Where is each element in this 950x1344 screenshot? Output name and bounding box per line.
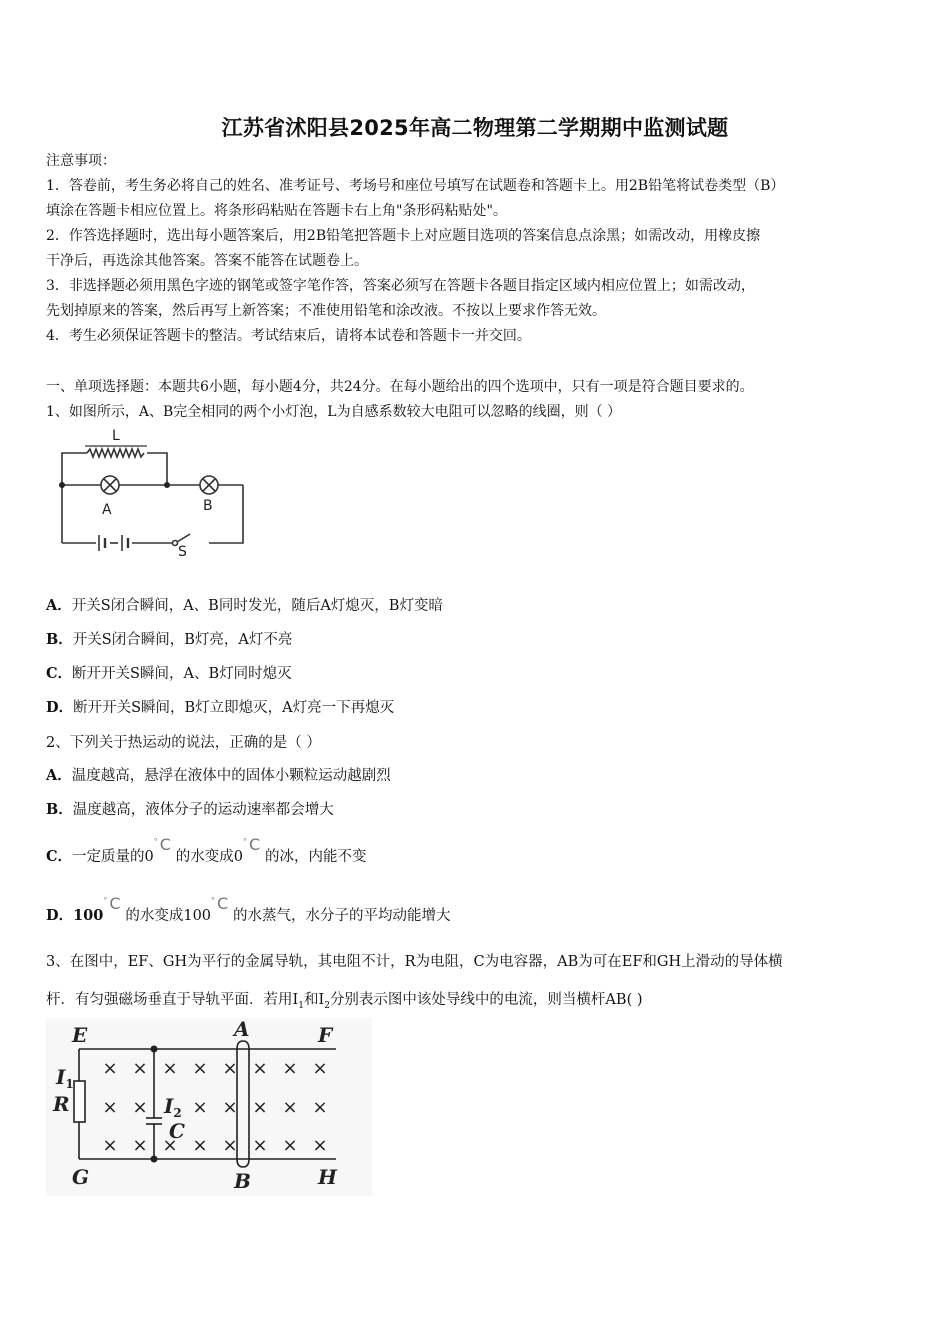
notice-line: 2．作答选择题时，选出每小题答案后，用2B铅笔把答题卡上对应题目选项的答案信息点涂黑；如需改动，用橡皮擦: [46, 228, 761, 244]
field-x-icon: ×: [192, 1058, 208, 1079]
option-label: B．: [46, 631, 73, 648]
label-B: B: [234, 1169, 251, 1193]
field-x-icon: ×: [192, 1097, 208, 1118]
label-R: R: [53, 1092, 70, 1116]
section-heading: 一、单项选择题：本题共6小题，每小题4分，共24分。在每小题给出的四个选项中，只有一项是符合题目要求的。: [46, 379, 754, 395]
field-x-icon: ×: [132, 1097, 148, 1118]
rail-magnetic-field-figure: [46, 1018, 372, 1196]
circuit-diagram-figure: [52, 428, 252, 563]
label-E: E: [72, 1023, 88, 1047]
option-label: C．: [46, 848, 73, 865]
option-label: D．: [46, 907, 74, 924]
option-1d[interactable]: [46, 696, 394, 717]
label-S: S: [178, 544, 187, 560]
field-x-icon: ×: [132, 1058, 148, 1079]
degree-celsius-symbol: ° C: [211, 894, 229, 913]
option-2c[interactable]: [46, 835, 367, 866]
field-x-icon: ×: [252, 1097, 268, 1118]
option-1c[interactable]: [46, 662, 292, 683]
option-text: 的水变成0: [175, 849, 244, 865]
field-x-icon: ×: [222, 1135, 238, 1156]
question-2-stem: 2、下列关于热运动的说法，正确的是（ ）: [46, 735, 321, 751]
question-3-stem-line1: 3、在图中，EF、GH为平行的金属导轨，其电阻不计，R为电阻，C为电容器，AB为可在EF和GH上滑动的导体横: [46, 954, 783, 970]
label-A: A: [102, 502, 112, 518]
option-text: 温度越高，液体分子的运动速率都会增大: [72, 802, 334, 818]
option-text: 断开开关S瞬间，B灯立即熄灭，A灯亮一下再熄灭: [73, 700, 395, 716]
field-x-icon: ×: [252, 1058, 268, 1079]
option-text: 的水蒸气，水分子的平均动能增大: [233, 908, 451, 924]
label-B: B: [203, 498, 213, 514]
label-I1: $I_1$: [56, 1065, 74, 1091]
option-label: A．: [46, 767, 72, 784]
field-x-icon: ×: [282, 1058, 298, 1079]
question-3-stem-line2: 杆．有匀强磁场垂直于导轨平面．若用$I_1$和$I_2$分别表示图中该处导线中的电流，则当横杆AB( ): [46, 992, 643, 1011]
field-x-icon: ×: [222, 1097, 238, 1118]
notice-heading: 注意事项：: [46, 153, 116, 169]
field-x-icon: ×: [312, 1135, 328, 1156]
option-text: 的冰，内能不变: [265, 849, 367, 865]
option-label: D．: [46, 699, 74, 716]
degree-celsius-symbol: ° C: [243, 835, 261, 854]
notice-line: 4．考生必须保证答题卡的整洁。考试结束后，请将本试卷和答题卡一并交回。: [46, 328, 531, 344]
label-G: G: [72, 1165, 90, 1189]
label-H: H: [318, 1165, 337, 1189]
field-x-icon: ×: [102, 1097, 118, 1118]
notice-line: 干净后，再选涂其他答案。答案不能答在试题卷上。: [46, 253, 368, 269]
page-title: 江苏省沭阳县2025年高二物理第二学期期中监测试题: [221, 116, 729, 140]
notice-line: 先划掉原来的答案，然后再写上新答案；不准使用铅笔和涂改液。不按以上要求作答无效。: [46, 303, 606, 319]
label-L: L: [112, 428, 120, 444]
option-2a[interactable]: [46, 764, 391, 785]
label-I2: $I_2$: [164, 1094, 182, 1120]
field-x-icon: ×: [102, 1058, 118, 1079]
label-C: C: [169, 1119, 185, 1143]
field-x-icon: ×: [222, 1058, 238, 1079]
notice-line: 填涂在答题卡相应位置上。将条形码粘贴在答题卡右上角"条形码粘贴处"。: [46, 203, 507, 219]
label-F: F: [318, 1023, 333, 1047]
option-label: B．: [46, 801, 73, 818]
field-x-icon: ×: [282, 1135, 298, 1156]
field-x-icon: ×: [282, 1097, 298, 1118]
option-text: 断开开关S瞬间，A、B灯同时熄灭: [72, 666, 292, 682]
field-x-icon: ×: [162, 1058, 178, 1079]
option-1a[interactable]: [46, 594, 443, 615]
notice-line: 3．非选择题必须用黑色字迹的钢笔或签字笔作答，答案必须写在答题卡各题目指定区域内相应位置上；如需改动，: [46, 278, 755, 294]
degree-celsius-symbol: ° C: [153, 835, 171, 854]
option-text: 开关S闭合瞬间，A、B同时发光，随后A灯熄灭，B灯变暗: [71, 598, 443, 614]
option-text: 温度越高，悬浮在液体中的固体小颗粒运动越剧烈: [71, 768, 391, 784]
notice-block: [46, 149, 916, 349]
notice-line: 1．答卷前，考生务必将自己的姓名、准考证号、考场号和座位号填写在试题卷和答题卡上。用2B铅笔将试卷类型（B）: [46, 178, 785, 194]
option-2d[interactable]: [46, 894, 451, 925]
field-x-icon: ×: [102, 1135, 118, 1156]
option-label: A．: [46, 597, 72, 614]
option-text: 100: [73, 907, 104, 924]
option-2b[interactable]: [46, 798, 334, 819]
field-x-icon: ×: [132, 1135, 148, 1156]
option-text: 的水变成100: [125, 908, 212, 924]
question-1-stem: 1、如图所示，A、B完全相同的两个小灯泡，L为自感系数较大电阻可以忽略的线圈，则（ ）: [46, 404, 622, 420]
degree-celsius-symbol: ° C: [103, 894, 121, 913]
option-text: 一定质量的0: [72, 849, 154, 865]
option-text: 开关S闭合瞬间，B灯亮，A灯不亮: [72, 632, 293, 648]
field-x-icon: ×: [252, 1135, 268, 1156]
label-A: A: [234, 1018, 250, 1041]
field-x-icon: ×: [312, 1058, 328, 1079]
option-label: C．: [46, 665, 73, 682]
field-x-icon: ×: [162, 1135, 178, 1156]
option-1b[interactable]: [46, 628, 292, 649]
field-x-icon: ×: [312, 1097, 328, 1118]
field-x-icon: ×: [192, 1135, 208, 1156]
